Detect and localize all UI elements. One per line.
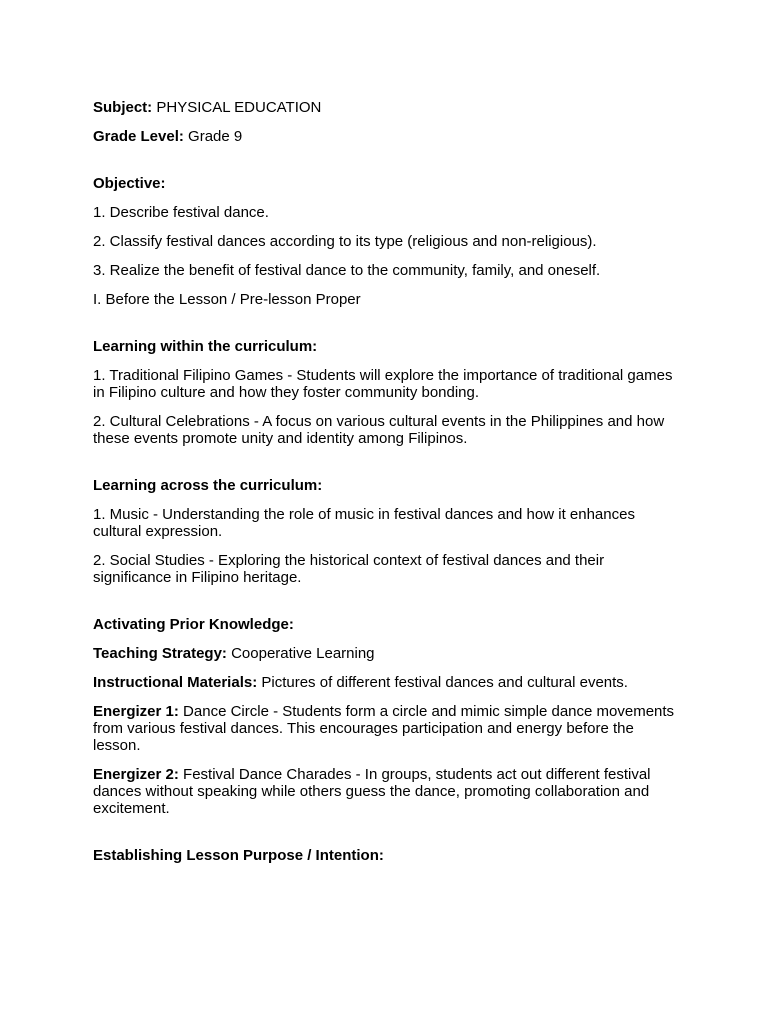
activating-prior-knowledge-heading-text: Activating Prior Knowledge:	[93, 616, 294, 633]
energizer-1-line	[93, 703, 678, 754]
energizer-2-value: Festival Dance Charades - In groups, students act out different festival dances without speaking while others guess the dance, promoting collaboration and excitement.	[93, 766, 651, 817]
subject-line	[93, 99, 678, 116]
subject-label: Subject:	[93, 99, 153, 116]
before-lesson-line: I. Before the Lesson / Pre-lesson Proper	[93, 291, 361, 308]
energizer-2-line	[93, 766, 678, 817]
lesson-plan-content	[93, 99, 678, 864]
establishing-purpose-heading	[93, 847, 678, 864]
learning-across-heading	[93, 477, 678, 494]
learning-within-heading	[93, 338, 678, 355]
objective-item: 1. Describe festival dance.	[93, 204, 269, 221]
instructional-materials-value: Pictures of different festival dances and cultural events.	[261, 674, 628, 691]
energizer-1-label: Energizer 1:	[93, 703, 179, 720]
learning-across-heading-text: Learning across the curriculum:	[93, 477, 323, 494]
learning-within-item: 2. Cultural Celebrations - A focus on various cultural events in the Philippines and how these events promote unity and identity among Filipinos.	[93, 413, 665, 447]
objective-heading-text: Objective:	[93, 175, 166, 192]
energizer-2-label: Energizer 2:	[93, 766, 179, 783]
grade-level-value: Grade 9	[188, 128, 243, 145]
teaching-strategy-value: Cooperative Learning	[231, 645, 375, 662]
subject-value: PHYSICAL EDUCATION	[156, 99, 322, 116]
teaching-strategy-label: Teaching Strategy:	[93, 645, 227, 662]
grade-level-line	[93, 128, 678, 145]
learning-within-item: 1. Traditional Filipino Games - Students will explore the importance of traditional games in Filipino culture and how they foster community bonding.	[93, 367, 673, 401]
instructional-materials-line	[93, 674, 678, 691]
learning-within-heading-text: Learning within the curriculum:	[93, 338, 318, 355]
establishing-purpose-heading-text: Establishing Lesson Purpose / Intention:	[93, 847, 384, 864]
objective-heading	[93, 175, 678, 192]
instructional-materials-label: Instructional Materials:	[93, 674, 258, 691]
grade-level-label: Grade Level:	[93, 128, 184, 145]
teaching-strategy-line	[93, 645, 678, 662]
energizer-1-value: Dance Circle - Students form a circle and mimic simple dance movements from various festival dances. This encourages participation and energy before the lesson.	[93, 703, 675, 754]
objective-item: 3. Realize the benefit of festival dance to the community, family, and oneself.	[93, 262, 601, 279]
learning-across-item: 1. Music - Understanding the role of music in festival dances and how it enhances cultural expression.	[93, 506, 635, 540]
activating-prior-knowledge-heading	[93, 616, 678, 633]
objective-item: 2. Classify festival dances according to its type (religious and non-religious).	[93, 233, 597, 250]
learning-across-item: 2. Social Studies - Exploring the historical context of festival dances and their significance in Filipino heritage.	[93, 552, 605, 586]
